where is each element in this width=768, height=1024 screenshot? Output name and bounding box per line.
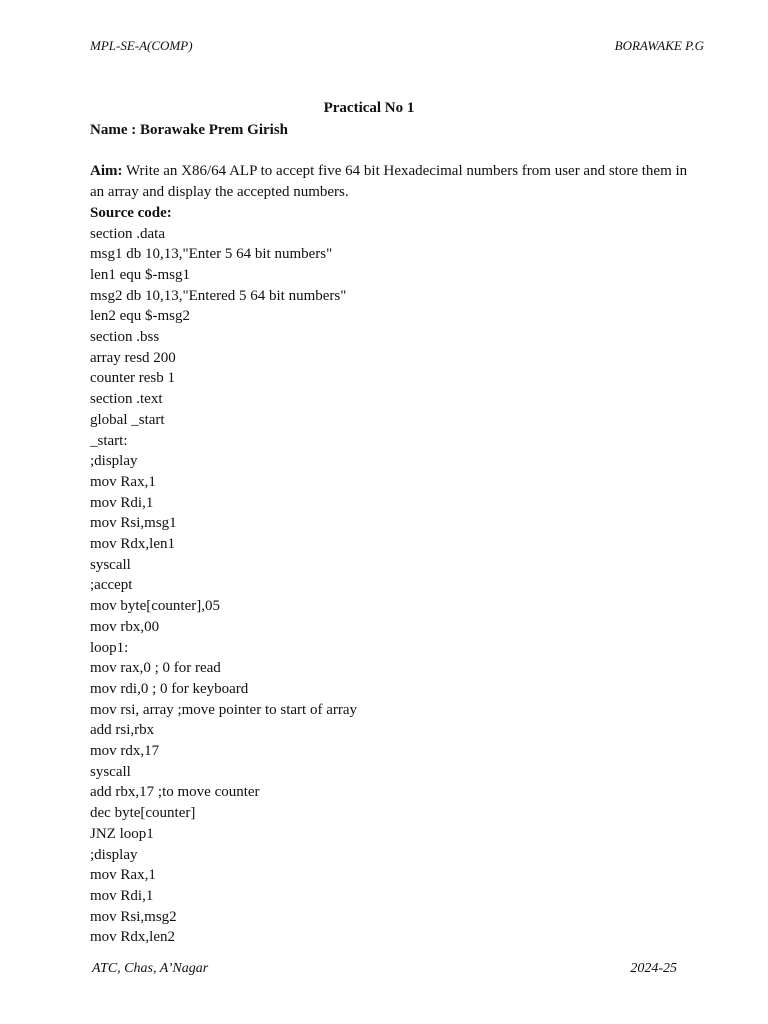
- document-body: [90, 120, 690, 948]
- code-line: mov rbx,00: [90, 618, 160, 635]
- code-line: counter resb 1: [90, 370, 175, 387]
- code-line: array resd 200: [90, 349, 176, 366]
- code-line: add rsi,rbx: [90, 722, 155, 739]
- code-line: add rbx,17 ;to move counter: [90, 784, 260, 801]
- code-line: msg2 db 10,13,"Entered 5 64 bit numbers": [90, 287, 347, 304]
- code-line: syscall: [90, 556, 131, 573]
- code-line: mov Rsi,msg2: [90, 908, 177, 925]
- code-line: mov Rax,1: [90, 867, 156, 884]
- source-code-block: [90, 224, 690, 949]
- student-name: Name : Borawake Prem Girish: [90, 122, 289, 138]
- code-line: ;display: [90, 846, 138, 863]
- code-line: mov rax,0 ; 0 for read: [90, 660, 221, 677]
- code-line: mov Rdi,1: [90, 888, 154, 904]
- code-line: msg1 db 10,13,"Enter 5 64 bit numbers": [90, 246, 333, 263]
- header-author: BORAWAKE P.G: [614, 38, 704, 53]
- code-line: mov Rdx,len2: [90, 929, 175, 946]
- code-line: loop1:: [90, 639, 129, 656]
- code-line: mov Rdi,1: [90, 494, 154, 511]
- code-line: len2 equ $-msg2: [90, 308, 190, 325]
- footer-institute: ATC, Chas, A’Nagar: [92, 961, 209, 976]
- code-line: global _start: [90, 411, 165, 428]
- code-line: mov rdx,17: [90, 743, 160, 760]
- aim-text: Write an X86/64 ALP to accept five 64 bit Hexadecimal numbers from user and store them in an array and display the accepted numbers.: [90, 163, 688, 201]
- code-line: ;accept: [90, 577, 133, 594]
- code-line: mov rdi,0 ; 0 for keyboard: [90, 680, 249, 697]
- code-line: mov Rsi,msg1: [90, 515, 177, 532]
- footer-year: 2024-25: [630, 961, 677, 976]
- code-line: _start:: [90, 432, 128, 449]
- code-line: mov rsi, array ;move pointer to start of array: [90, 701, 357, 718]
- code-line: section .data: [90, 225, 165, 242]
- code-line: JNZ loop1: [90, 825, 154, 842]
- page-title: Practical No 1: [323, 100, 415, 116]
- aim-label: Aim:: [90, 163, 123, 180]
- code-line: ;display: [90, 453, 138, 470]
- code-line: mov Rdx,len1: [90, 536, 175, 553]
- aim-paragraph: [90, 161, 690, 202]
- code-line: section .text: [90, 391, 163, 408]
- code-line: dec byte[counter]: [90, 805, 196, 822]
- code-line: mov Rax,1: [90, 473, 156, 490]
- source-code-heading: Source code:: [90, 204, 172, 221]
- code-line: syscall: [90, 763, 131, 780]
- code-line: section .bss: [90, 329, 160, 346]
- header-course: MPL-SE-A(COMP): [90, 38, 193, 53]
- blank-line: [90, 141, 690, 162]
- code-line: mov byte[counter],05: [90, 598, 220, 615]
- code-line: len1 equ $-msg1: [90, 266, 190, 283]
